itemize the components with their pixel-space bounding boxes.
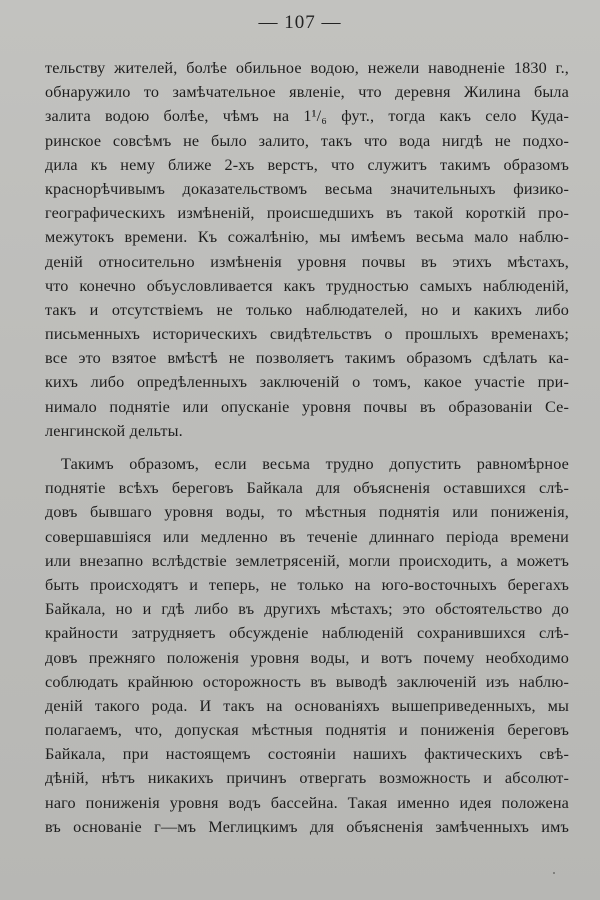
text-line: деній такого рода. И такъ на основаніяхъ вышеприведенныхъ, мы xyxy=(45,696,569,715)
text-line: краснорѣчивымъ доказательствомъ весьма значительныхъ физико- xyxy=(45,179,569,198)
text-line: такъ и отсутствіемъ не только наблюдателей, но и какихъ либо xyxy=(45,300,569,319)
text-line: письменныхъ историческихъ свидѣтельствъ о прошлыхъ временахъ; xyxy=(45,325,569,344)
text-line: поднятіе всѣхъ береговъ Байкала для объясненія оставшихся слѣ- xyxy=(45,479,569,498)
text-line: географическихъ измѣненій, происшедшихъ въ такой короткій про- xyxy=(45,204,569,223)
text-line: обнаружило то замѣчательное явленіе, что деревня Жилина была xyxy=(45,83,569,102)
text-line: или внезапно вслѣдствіе землетрясеній, могли происходить, а можетъ xyxy=(45,551,569,570)
page-number: — 107 — xyxy=(258,12,342,33)
text-line: тельству жителей, болѣе обильное водою, нежели наводненіе 1830 г., xyxy=(45,59,569,77)
text-line: Байкала, но и гдѣ либо въ другихъ мѣстахъ; это обстоятельство до xyxy=(45,600,569,619)
text-line: совершавшіяся или медленно въ теченіе длиннаго періода времени xyxy=(45,527,569,546)
text-line: дѣній, нѣтъ никакихъ причинъ отвергать возможность и абсолют- xyxy=(45,769,569,788)
text-line: крайности затрудняетъ обсужденіе наблюденій сохранившихся слѣ- xyxy=(45,624,569,643)
text-line: быть происходятъ и теперь, не только на юго-восточныхъ берегахъ xyxy=(45,575,569,594)
text-line: кихъ либо опредѣленныхъ заключеній о томъ, какое участіе при- xyxy=(45,373,569,392)
text-line: деній относительно измѣненія уровня почвы въ этихъ мѣстахъ, xyxy=(45,252,569,271)
text-line: дила къ нему ближе 2-хъ верстъ, что служитъ такимъ образомъ xyxy=(45,155,569,174)
text-line: что конечно объусловливается какъ трудностью самыхъ наблюденій, xyxy=(45,276,569,295)
text-line: все это взятое вмѣстѣ не позволяетъ такимъ образомъ сдѣлать ка- xyxy=(45,349,569,368)
text-line: Байкала, при настоящемъ состояніи нашихъ фактическихъ свѣ- xyxy=(45,745,569,764)
paper-speck xyxy=(553,872,555,874)
text-line: нимало поднятіе или опусканіе уровня почвы въ образованіи Се- xyxy=(45,397,569,416)
text-line: полагаемъ, что, допуская мѣстныя поднятія и пониженія береговъ xyxy=(45,721,569,740)
text-line: въ основаніе г—мъ Меглицкимъ для объясненія замѣченныхъ имъ xyxy=(45,817,569,836)
text-line: залита водою болѣе, чѣмъ на 1¹/₆ фут., тогда какъ село Куда- xyxy=(45,107,569,126)
paragraph-2 xyxy=(45,452,569,839)
text-line: межутокъ времени. Къ сожалѣнію, мы имѣемъ весьма мало наблю- xyxy=(45,228,569,247)
text-line: довъ прежняго положенія уровня воды, и вотъ почему необходимо xyxy=(45,648,569,667)
text-line: ленгинской дельты. xyxy=(45,421,183,440)
text-line: Такимъ образомъ, если весьма трудно допустить равномѣрное xyxy=(61,455,569,473)
paragraph-1 xyxy=(45,56,569,443)
text-line: ринское совсѣмъ не было залито, такъ что вода нигдѣ не подхо- xyxy=(45,131,569,150)
text-line: наго пониженія уровня водъ бассейна. Такая именно идея положена xyxy=(45,793,569,812)
text-line: соблюдать крайнюю осторожность въ выводѣ заключеній изъ наблю- xyxy=(45,672,569,691)
text-line: довъ бывшаго уровня воды, то мѣстныя поднятія или пониженія, xyxy=(45,503,569,522)
